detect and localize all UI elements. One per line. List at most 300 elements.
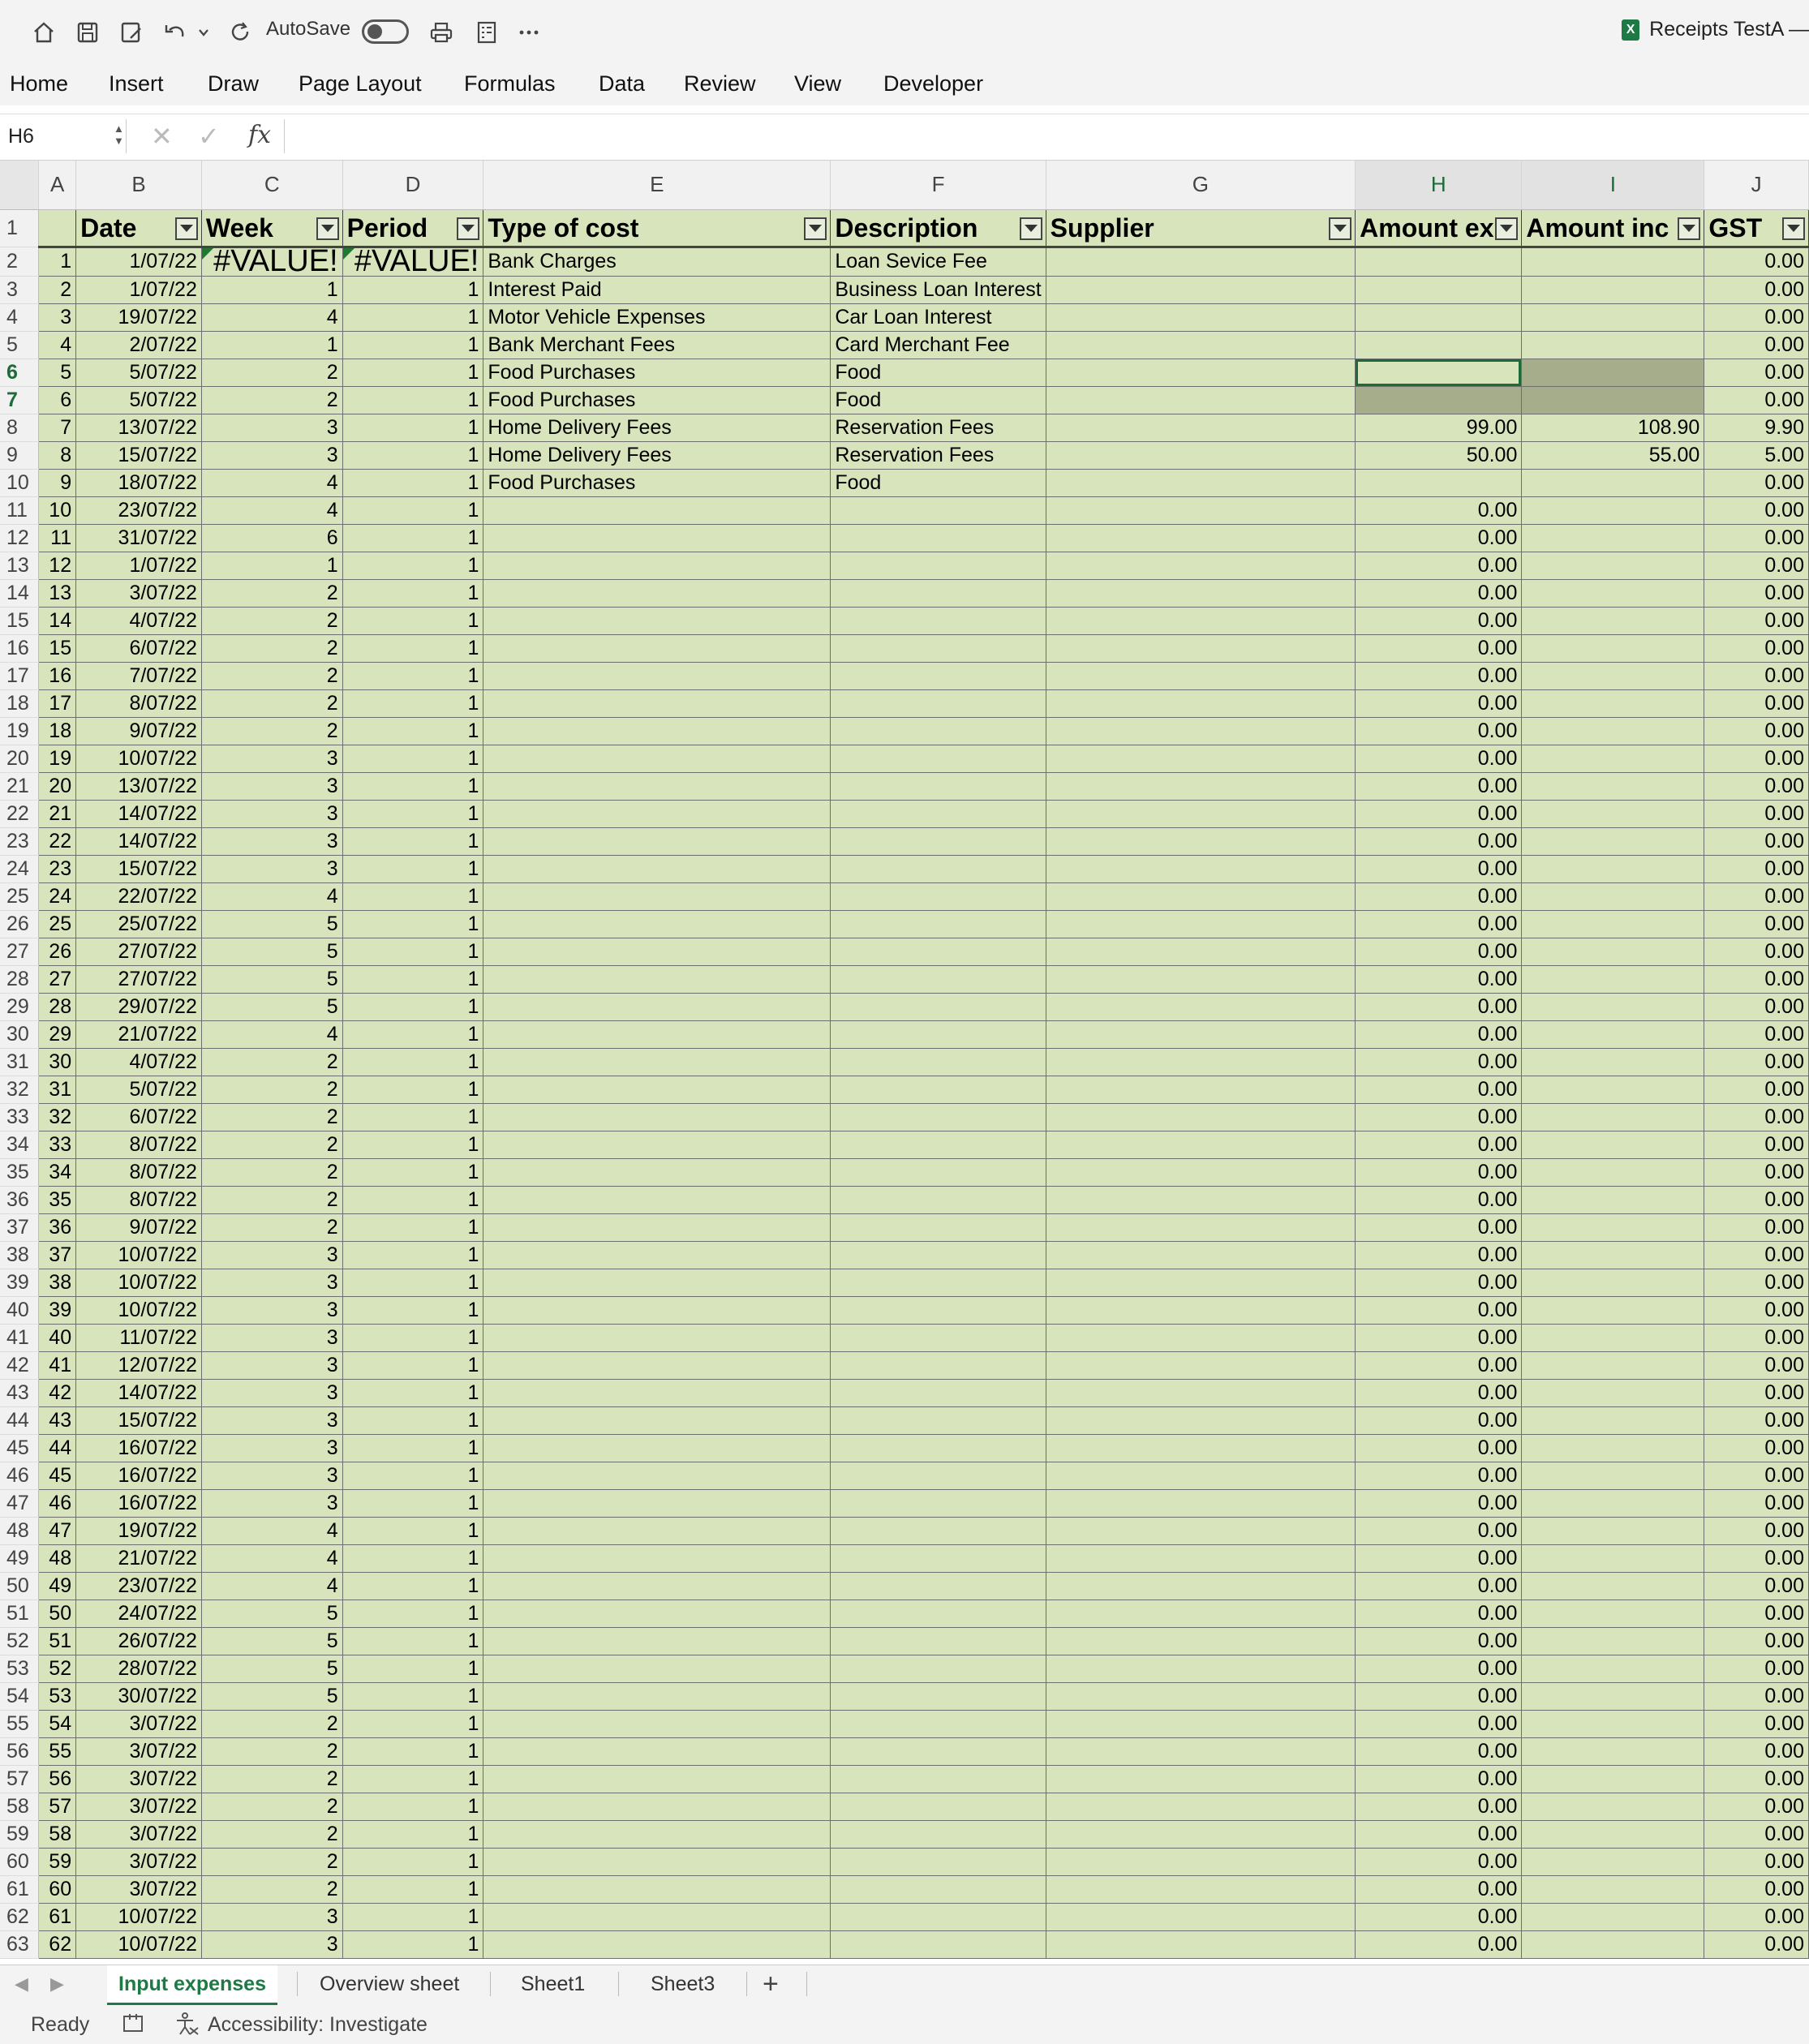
- cell-a50[interactable]: 49: [39, 1572, 76, 1600]
- cell-d31[interactable]: 1: [342, 1048, 483, 1076]
- cell-j32[interactable]: 0.00: [1704, 1076, 1809, 1103]
- cell-f14[interactable]: [831, 579, 1046, 607]
- cell-h57[interactable]: 0.00: [1356, 1765, 1522, 1793]
- accessibility-icon[interactable]: [174, 2012, 200, 2042]
- cell-g54[interactable]: [1046, 1682, 1355, 1710]
- cell-c50[interactable]: 4: [201, 1572, 342, 1600]
- cell-c56[interactable]: 2: [201, 1737, 342, 1765]
- cell-e19[interactable]: [483, 717, 831, 745]
- cell-g44[interactable]: [1046, 1406, 1355, 1434]
- cell-c49[interactable]: 4: [201, 1544, 342, 1572]
- cell-f21[interactable]: [831, 772, 1046, 800]
- row-number[interactable]: 23: [0, 827, 39, 855]
- cell-h61[interactable]: 0.00: [1356, 1875, 1522, 1903]
- cell-a46[interactable]: 45: [39, 1462, 76, 1489]
- cell-e54[interactable]: [483, 1682, 831, 1710]
- cell-g2[interactable]: [1046, 247, 1355, 276]
- cell-b52[interactable]: 26/07/22: [76, 1627, 202, 1655]
- cell-f22[interactable]: [831, 800, 1046, 827]
- cell-j60[interactable]: 0.00: [1704, 1848, 1809, 1875]
- row-number[interactable]: 31: [0, 1048, 39, 1076]
- cell-j28[interactable]: 0.00: [1704, 965, 1809, 993]
- cell-a38[interactable]: 37: [39, 1241, 76, 1269]
- cell-a16[interactable]: 15: [39, 634, 76, 662]
- row-number[interactable]: 47: [0, 1489, 39, 1517]
- cell-c4[interactable]: 4: [201, 303, 342, 331]
- cell-i29[interactable]: [1522, 993, 1704, 1020]
- cancel-icon[interactable]: ✕: [151, 122, 173, 151]
- row-number[interactable]: 40: [0, 1296, 39, 1324]
- cell-f5[interactable]: Card Merchant Fee: [831, 331, 1046, 359]
- cell-d35[interactable]: 1: [342, 1158, 483, 1186]
- cell-i51[interactable]: [1522, 1600, 1704, 1627]
- column-header-a[interactable]: A: [39, 161, 76, 209]
- cell-i11[interactable]: [1522, 496, 1704, 524]
- scroll-right-icon[interactable]: ▶: [50, 1973, 64, 1994]
- cell-b45[interactable]: 16/07/22: [76, 1434, 202, 1462]
- cell-j9[interactable]: 5.00: [1704, 441, 1809, 469]
- cell-c30[interactable]: 4: [201, 1020, 342, 1048]
- cell-g23[interactable]: [1046, 827, 1355, 855]
- cell-c60[interactable]: 2: [201, 1848, 342, 1875]
- cell-c25[interactable]: 4: [201, 882, 342, 910]
- cell-d26[interactable]: 1: [342, 910, 483, 938]
- cell-e49[interactable]: [483, 1544, 831, 1572]
- cell-e5[interactable]: Bank Merchant Fees: [483, 331, 831, 359]
- filter-dropdown-icon[interactable]: [1495, 217, 1518, 240]
- cell-e17[interactable]: [483, 662, 831, 689]
- cell-e46[interactable]: [483, 1462, 831, 1489]
- cell-d60[interactable]: 1: [342, 1848, 483, 1875]
- cell-i34[interactable]: [1522, 1131, 1704, 1158]
- row-number[interactable]: 5: [0, 331, 39, 359]
- cell-c19[interactable]: 2: [201, 717, 342, 745]
- cell-i21[interactable]: [1522, 772, 1704, 800]
- cell-e58[interactable]: [483, 1793, 831, 1820]
- cell-e6[interactable]: Food Purchases: [483, 359, 831, 386]
- row-number[interactable]: 51: [0, 1600, 39, 1627]
- cell-f13[interactable]: [831, 552, 1046, 579]
- cell-b26[interactable]: 25/07/22: [76, 910, 202, 938]
- row-number[interactable]: 49: [0, 1544, 39, 1572]
- cell-c40[interactable]: 3: [201, 1296, 342, 1324]
- cell-f9[interactable]: Reservation Fees: [831, 441, 1046, 469]
- cell-a25[interactable]: 24: [39, 882, 76, 910]
- cell-i18[interactable]: [1522, 689, 1704, 717]
- cell-c3[interactable]: 1: [201, 276, 342, 303]
- cell-h17[interactable]: 0.00: [1356, 662, 1522, 689]
- cell-h51[interactable]: 0.00: [1356, 1600, 1522, 1627]
- cell-g58[interactable]: [1046, 1793, 1355, 1820]
- cell-b43[interactable]: 14/07/22: [76, 1379, 202, 1406]
- filter-dropdown-icon[interactable]: [457, 217, 479, 240]
- cell-b47[interactable]: 16/07/22: [76, 1489, 202, 1517]
- cell-a28[interactable]: 27: [39, 965, 76, 993]
- cell-a49[interactable]: 48: [39, 1544, 76, 1572]
- cell-f33[interactable]: [831, 1103, 1046, 1131]
- cell-j47[interactable]: 0.00: [1704, 1489, 1809, 1517]
- cell-d12[interactable]: 1: [342, 524, 483, 552]
- cell-f43[interactable]: [831, 1379, 1046, 1406]
- cell-d17[interactable]: 1: [342, 662, 483, 689]
- cell-b23[interactable]: 14/07/22: [76, 827, 202, 855]
- cell-c42[interactable]: 3: [201, 1351, 342, 1379]
- cell-e14[interactable]: [483, 579, 831, 607]
- cell-d43[interactable]: 1: [342, 1379, 483, 1406]
- cell-f2[interactable]: Loan Sevice Fee: [831, 247, 1046, 276]
- cell-g10[interactable]: [1046, 469, 1355, 496]
- row-number[interactable]: 33: [0, 1103, 39, 1131]
- cell-g24[interactable]: [1046, 855, 1355, 882]
- cell-e7[interactable]: Food Purchases: [483, 386, 831, 414]
- tab-home[interactable]: Home: [10, 71, 69, 96]
- cell-f50[interactable]: [831, 1572, 1046, 1600]
- row-number[interactable]: 9: [0, 441, 39, 469]
- cell-i44[interactable]: [1522, 1406, 1704, 1434]
- row-number[interactable]: 8: [0, 414, 39, 441]
- cell-a39[interactable]: 38: [39, 1269, 76, 1296]
- cell-c32[interactable]: 2: [201, 1076, 342, 1103]
- cell-c12[interactable]: 6: [201, 524, 342, 552]
- cell-h38[interactable]: 0.00: [1356, 1241, 1522, 1269]
- cell-i62[interactable]: [1522, 1903, 1704, 1930]
- cell-j30[interactable]: 0.00: [1704, 1020, 1809, 1048]
- cell-j41[interactable]: 0.00: [1704, 1324, 1809, 1351]
- cell-c41[interactable]: 3: [201, 1324, 342, 1351]
- cell-g20[interactable]: [1046, 745, 1355, 772]
- cell-g29[interactable]: [1046, 993, 1355, 1020]
- cell-d61[interactable]: 1: [342, 1875, 483, 1903]
- cell-a27[interactable]: 26: [39, 938, 76, 965]
- cell-i15[interactable]: [1522, 607, 1704, 634]
- cell-b2[interactable]: 1/07/22: [76, 247, 202, 276]
- cell-j3[interactable]: 0.00: [1704, 276, 1809, 303]
- row-number[interactable]: 7: [0, 386, 39, 414]
- cell-j13[interactable]: 0.00: [1704, 552, 1809, 579]
- cell-f12[interactable]: [831, 524, 1046, 552]
- cell-a47[interactable]: 46: [39, 1489, 76, 1517]
- cell-e47[interactable]: [483, 1489, 831, 1517]
- cell-d21[interactable]: 1: [342, 772, 483, 800]
- cell-h7[interactable]: [1356, 386, 1522, 414]
- cell-f23[interactable]: [831, 827, 1046, 855]
- cell-b50[interactable]: 23/07/22: [76, 1572, 202, 1600]
- cell-f57[interactable]: [831, 1765, 1046, 1793]
- cell-i46[interactable]: [1522, 1462, 1704, 1489]
- cell-j42[interactable]: 0.00: [1704, 1351, 1809, 1379]
- cell-i33[interactable]: [1522, 1103, 1704, 1131]
- cell-g30[interactable]: [1046, 1020, 1355, 1048]
- cell-e45[interactable]: [483, 1434, 831, 1462]
- cell-g11[interactable]: [1046, 496, 1355, 524]
- confirm-icon[interactable]: ✓: [198, 122, 220, 151]
- cell-j45[interactable]: 0.00: [1704, 1434, 1809, 1462]
- cell-i31[interactable]: [1522, 1048, 1704, 1076]
- cell-g3[interactable]: [1046, 276, 1355, 303]
- cell-b18[interactable]: 8/07/22: [76, 689, 202, 717]
- cell-e2[interactable]: Bank Charges: [483, 247, 831, 276]
- cell-a37[interactable]: 36: [39, 1213, 76, 1241]
- cell-c61[interactable]: 2: [201, 1875, 342, 1903]
- cell-f17[interactable]: [831, 662, 1046, 689]
- cell-j39[interactable]: 0.00: [1704, 1269, 1809, 1296]
- cell-h39[interactable]: 0.00: [1356, 1269, 1522, 1296]
- cell-d10[interactable]: 1: [342, 469, 483, 496]
- cell-b27[interactable]: 27/07/22: [76, 938, 202, 965]
- cell-c27[interactable]: 5: [201, 938, 342, 965]
- filter-dropdown-icon[interactable]: [1782, 217, 1805, 240]
- cell-c13[interactable]: 1: [201, 552, 342, 579]
- cell-a17[interactable]: 16: [39, 662, 76, 689]
- row-number[interactable]: 41: [0, 1324, 39, 1351]
- cell-j35[interactable]: 0.00: [1704, 1158, 1809, 1186]
- print-icon[interactable]: [425, 15, 458, 50]
- cell-d9[interactable]: 1: [342, 441, 483, 469]
- cell-b51[interactable]: 24/07/22: [76, 1600, 202, 1627]
- row-number[interactable]: 62: [0, 1903, 39, 1930]
- cell-d44[interactable]: 1: [342, 1406, 483, 1434]
- cell-a26[interactable]: 25: [39, 910, 76, 938]
- cell-j23[interactable]: 0.00: [1704, 827, 1809, 855]
- cell-g61[interactable]: [1046, 1875, 1355, 1903]
- cell-a8[interactable]: 7: [39, 414, 76, 441]
- cell-f52[interactable]: [831, 1627, 1046, 1655]
- row-number[interactable]: 1: [0, 209, 39, 247]
- cell-b46[interactable]: 16/07/22: [76, 1462, 202, 1489]
- cell-g14[interactable]: [1046, 579, 1355, 607]
- cell-f54[interactable]: [831, 1682, 1046, 1710]
- cell-j21[interactable]: 0.00: [1704, 772, 1809, 800]
- cell-e35[interactable]: [483, 1158, 831, 1186]
- save-icon[interactable]: [71, 15, 104, 50]
- cell-f40[interactable]: [831, 1296, 1046, 1324]
- cell-a20[interactable]: 19: [39, 745, 76, 772]
- cell-e60[interactable]: [483, 1848, 831, 1875]
- cell-e4[interactable]: Motor Vehicle Expenses: [483, 303, 831, 331]
- cell-c31[interactable]: 2: [201, 1048, 342, 1076]
- row-number[interactable]: 43: [0, 1379, 39, 1406]
- cell-a61[interactable]: 60: [39, 1875, 76, 1903]
- cell-j43[interactable]: 0.00: [1704, 1379, 1809, 1406]
- cell-h13[interactable]: 0.00: [1356, 552, 1522, 579]
- cell-e27[interactable]: [483, 938, 831, 965]
- name-box-stepper-icon[interactable]: ▲ ▼: [114, 122, 124, 147]
- cell-g9[interactable]: [1046, 441, 1355, 469]
- cell-h22[interactable]: 0.00: [1356, 800, 1522, 827]
- cell-f25[interactable]: [831, 882, 1046, 910]
- cell-h46[interactable]: 0.00: [1356, 1462, 1522, 1489]
- cell-h12[interactable]: 0.00: [1356, 524, 1522, 552]
- row-number[interactable]: 56: [0, 1737, 39, 1765]
- cell-c62[interactable]: 3: [201, 1903, 342, 1930]
- cell-i35[interactable]: [1522, 1158, 1704, 1186]
- cell-j5[interactable]: 0.00: [1704, 331, 1809, 359]
- row-number[interactable]: 27: [0, 938, 39, 965]
- cell-i37[interactable]: [1522, 1213, 1704, 1241]
- cell-g26[interactable]: [1046, 910, 1355, 938]
- row-number[interactable]: 37: [0, 1213, 39, 1241]
- cell-j63[interactable]: 0.00: [1704, 1930, 1809, 1958]
- cell-g37[interactable]: [1046, 1213, 1355, 1241]
- cell-j2[interactable]: 0.00: [1704, 247, 1809, 276]
- save-as-icon[interactable]: [115, 15, 148, 50]
- cell-j24[interactable]: 0.00: [1704, 855, 1809, 882]
- cell-c48[interactable]: 4: [201, 1517, 342, 1544]
- cell-g50[interactable]: [1046, 1572, 1355, 1600]
- cell-c43[interactable]: 3: [201, 1379, 342, 1406]
- cell-d51[interactable]: 1: [342, 1600, 483, 1627]
- cell-j54[interactable]: 0.00: [1704, 1682, 1809, 1710]
- cell-h6[interactable]: [1356, 359, 1522, 386]
- cell-e16[interactable]: [483, 634, 831, 662]
- cell-b16[interactable]: 6/07/22: [76, 634, 202, 662]
- cell-b28[interactable]: 27/07/22: [76, 965, 202, 993]
- cell-c15[interactable]: 2: [201, 607, 342, 634]
- cell-h31[interactable]: 0.00: [1356, 1048, 1522, 1076]
- row-number[interactable]: 61: [0, 1875, 39, 1903]
- cell-i4[interactable]: [1522, 303, 1704, 331]
- row-number[interactable]: 53: [0, 1655, 39, 1682]
- cell-j25[interactable]: 0.00: [1704, 882, 1809, 910]
- cell-c24[interactable]: 3: [201, 855, 342, 882]
- cell-h56[interactable]: 0.00: [1356, 1737, 1522, 1765]
- cell-e25[interactable]: [483, 882, 831, 910]
- cell-d58[interactable]: 1: [342, 1793, 483, 1820]
- cell-h59[interactable]: 0.00: [1356, 1820, 1522, 1848]
- tab-page-layout[interactable]: Page Layout: [299, 71, 422, 96]
- cell-a58[interactable]: 57: [39, 1793, 76, 1820]
- cell-i57[interactable]: [1522, 1765, 1704, 1793]
- row-number[interactable]: 13: [0, 552, 39, 579]
- cell-j58[interactable]: 0.00: [1704, 1793, 1809, 1820]
- cell-b3[interactable]: 1/07/22: [76, 276, 202, 303]
- cell-b15[interactable]: 4/07/22: [76, 607, 202, 634]
- cell-c39[interactable]: 3: [201, 1269, 342, 1296]
- cell-f34[interactable]: [831, 1131, 1046, 1158]
- cell-c16[interactable]: 2: [201, 634, 342, 662]
- cell-f20[interactable]: [831, 745, 1046, 772]
- cell-d42[interactable]: 1: [342, 1351, 483, 1379]
- formula-input[interactable]: [284, 119, 1809, 153]
- cell-f3[interactable]: Business Loan Interest: [831, 276, 1046, 303]
- cell-e30[interactable]: [483, 1020, 831, 1048]
- cell-g27[interactable]: [1046, 938, 1355, 965]
- row-number[interactable]: 25: [0, 882, 39, 910]
- cell-i22[interactable]: [1522, 800, 1704, 827]
- cell-e9[interactable]: Home Delivery Fees: [483, 441, 831, 469]
- cell-i30[interactable]: [1522, 1020, 1704, 1048]
- cell-g8[interactable]: [1046, 414, 1355, 441]
- cell-b48[interactable]: 19/07/22: [76, 1517, 202, 1544]
- cell-i60[interactable]: [1522, 1848, 1704, 1875]
- cell-h35[interactable]: 0.00: [1356, 1158, 1522, 1186]
- cell-h8[interactable]: 99.00: [1356, 414, 1522, 441]
- cell-e63[interactable]: [483, 1930, 831, 1958]
- cell-a5[interactable]: 4: [39, 331, 76, 359]
- cell-g4[interactable]: [1046, 303, 1355, 331]
- cell-d13[interactable]: 1: [342, 552, 483, 579]
- row-number[interactable]: 59: [0, 1820, 39, 1848]
- cell-g18[interactable]: [1046, 689, 1355, 717]
- cell-b13[interactable]: 1/07/22: [76, 552, 202, 579]
- cell-f27[interactable]: [831, 938, 1046, 965]
- cell-j6[interactable]: 0.00: [1704, 359, 1809, 386]
- cell-b8[interactable]: 13/07/22: [76, 414, 202, 441]
- row-number[interactable]: 22: [0, 800, 39, 827]
- cell-c7[interactable]: 2: [201, 386, 342, 414]
- cell-e22[interactable]: [483, 800, 831, 827]
- cell-e20[interactable]: [483, 745, 831, 772]
- column-header-d[interactable]: D: [342, 161, 483, 209]
- cell-d14[interactable]: 1: [342, 579, 483, 607]
- cell-h50[interactable]: 0.00: [1356, 1572, 1522, 1600]
- cell-b10[interactable]: 18/07/22: [76, 469, 202, 496]
- cell-e43[interactable]: [483, 1379, 831, 1406]
- cell-c14[interactable]: 2: [201, 579, 342, 607]
- cell-e13[interactable]: [483, 552, 831, 579]
- cell-d47[interactable]: 1: [342, 1489, 483, 1517]
- cell-i55[interactable]: [1522, 1710, 1704, 1737]
- cell-f41[interactable]: [831, 1324, 1046, 1351]
- cell-g42[interactable]: [1046, 1351, 1355, 1379]
- cell-b42[interactable]: 12/07/22: [76, 1351, 202, 1379]
- cell-b54[interactable]: 30/07/22: [76, 1682, 202, 1710]
- row-number[interactable]: 57: [0, 1765, 39, 1793]
- cell-h20[interactable]: 0.00: [1356, 745, 1522, 772]
- cell-a45[interactable]: 44: [39, 1434, 76, 1462]
- cell-i28[interactable]: [1522, 965, 1704, 993]
- row-number[interactable]: 15: [0, 607, 39, 634]
- cell-a11[interactable]: 10: [39, 496, 76, 524]
- cell-d8[interactable]: 1: [342, 414, 483, 441]
- cell-g5[interactable]: [1046, 331, 1355, 359]
- cell-b31[interactable]: 4/07/22: [76, 1048, 202, 1076]
- cell-d22[interactable]: 1: [342, 800, 483, 827]
- cell-g15[interactable]: [1046, 607, 1355, 634]
- cell-i43[interactable]: [1522, 1379, 1704, 1406]
- cell-a15[interactable]: 14: [39, 607, 76, 634]
- cell-h24[interactable]: 0.00: [1356, 855, 1522, 882]
- cell-a9[interactable]: 8: [39, 441, 76, 469]
- cell-e55[interactable]: [483, 1710, 831, 1737]
- cell-a62[interactable]: 61: [39, 1903, 76, 1930]
- cell-j14[interactable]: 0.00: [1704, 579, 1809, 607]
- row-number[interactable]: 30: [0, 1020, 39, 1048]
- row-number[interactable]: 52: [0, 1627, 39, 1655]
- cell-h26[interactable]: 0.00: [1356, 910, 1522, 938]
- cell-f45[interactable]: [831, 1434, 1046, 1462]
- row-number[interactable]: 42: [0, 1351, 39, 1379]
- cell-d4[interactable]: 1: [342, 303, 483, 331]
- cell-g39[interactable]: [1046, 1269, 1355, 1296]
- cell-h48[interactable]: 0.00: [1356, 1517, 1522, 1544]
- cell-i27[interactable]: [1522, 938, 1704, 965]
- row-number[interactable]: 32: [0, 1076, 39, 1103]
- cell-a59[interactable]: 58: [39, 1820, 76, 1848]
- cell-f18[interactable]: [831, 689, 1046, 717]
- cell-g19[interactable]: [1046, 717, 1355, 745]
- cell-b41[interactable]: 11/07/22: [76, 1324, 202, 1351]
- cell-c45[interactable]: 3: [201, 1434, 342, 1462]
- cell-b44[interactable]: 15/07/22: [76, 1406, 202, 1434]
- cell-h47[interactable]: 0.00: [1356, 1489, 1522, 1517]
- autosave-toggle[interactable]: [362, 19, 409, 44]
- row-number[interactable]: 34: [0, 1131, 39, 1158]
- cell-e56[interactable]: [483, 1737, 831, 1765]
- row-number[interactable]: 16: [0, 634, 39, 662]
- cell-j22[interactable]: 0.00: [1704, 800, 1809, 827]
- column-header-i[interactable]: I: [1522, 161, 1704, 209]
